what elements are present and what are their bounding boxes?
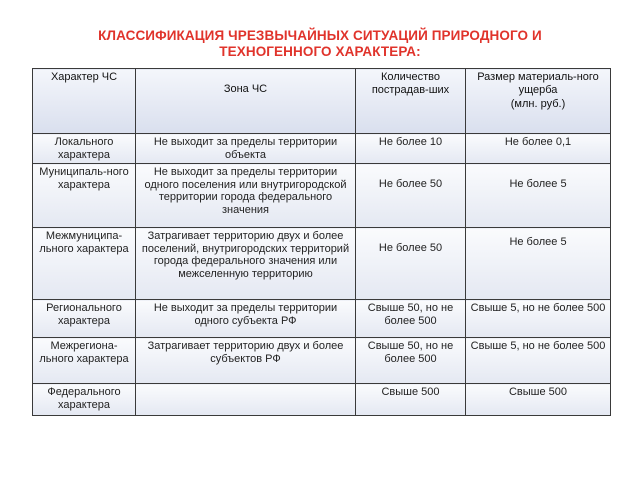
cell-zone xyxy=(136,384,356,416)
header-zone: Зона ЧС xyxy=(136,69,356,134)
page-title xyxy=(40,28,600,60)
cell-character: Федерального характера xyxy=(33,384,136,416)
cell-zone: Не выходит за пределы территории объекта xyxy=(136,134,356,164)
cell-damage: Свыше 5, но не более 500 xyxy=(466,300,611,338)
header-victims: Количество пострадав-ших xyxy=(356,69,466,134)
cell-victims: Свыше 50, но не более 500 xyxy=(356,300,466,338)
table-row xyxy=(33,228,611,300)
title-line-2: ТЕХНОГЕННОГО ХАРАКТЕРА: xyxy=(219,44,421,59)
cell-damage: Не более 5 xyxy=(466,228,611,300)
table-header-row xyxy=(33,69,611,134)
cell-zone: Не выходит за пределы территории одного поселения или внутригородской территории города федерального значения xyxy=(136,164,356,228)
cell-victims: Не более 10 xyxy=(356,134,466,164)
header-character: Характер ЧС xyxy=(33,69,136,134)
header-damage-label: Размер материаль-ного ущерба xyxy=(477,71,599,96)
cell-damage: Не более 5 xyxy=(466,164,611,228)
cell-character: Локального характера xyxy=(33,134,136,164)
classification-table xyxy=(32,68,611,416)
cell-victims: Не более 50 xyxy=(356,164,466,228)
cell-victims: Свыше 50, но не более 500 xyxy=(356,338,466,384)
cell-zone: Затрагивает территорию двух и более поселений, внутригородских территорий города федерального значения или межселенную территорию xyxy=(136,228,356,300)
cell-zone: Затрагивает территорию двух и более субъектов РФ xyxy=(136,338,356,384)
table-row xyxy=(33,338,611,384)
header-damage xyxy=(466,69,611,134)
table-row xyxy=(33,384,611,416)
cell-damage: Свыше 5, но не более 500 xyxy=(466,338,611,384)
cell-damage: Не более 0,1 xyxy=(466,134,611,164)
cell-character: Регионального характера xyxy=(33,300,136,338)
table-row xyxy=(33,164,611,228)
cell-character: Межмуниципа-льного характера xyxy=(33,228,136,300)
cell-zone: Не выходит за пределы территории одного субъекта РФ xyxy=(136,300,356,338)
cell-damage: Свыше 500 xyxy=(466,384,611,416)
cell-victims: Свыше 500 xyxy=(356,384,466,416)
cell-character: Муниципаль-ного характера xyxy=(33,164,136,228)
table-row xyxy=(33,134,611,164)
header-damage-unit: (млн. руб.) xyxy=(510,98,566,110)
title-line-1: КЛАССИФИКАЦИЯ ЧРЕЗВЫЧАЙНЫХ СИТУАЦИЙ ПРИРОДНОГО И xyxy=(98,28,542,43)
cell-victims: Не более 50 xyxy=(356,228,466,300)
cell-character: Межрегиона-льного характера xyxy=(33,338,136,384)
table-row xyxy=(33,300,611,338)
